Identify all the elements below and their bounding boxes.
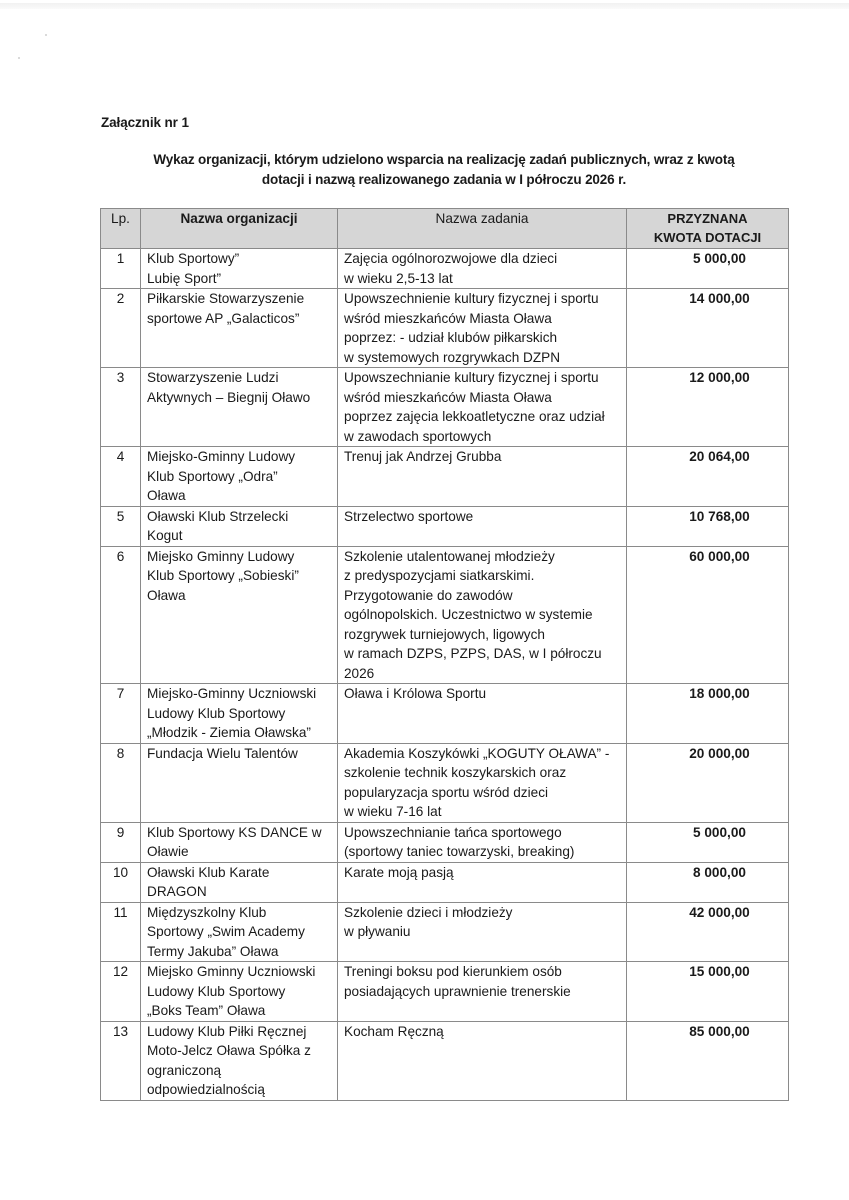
cell-amount: 20 064,00	[627, 447, 789, 507]
cell-lp: 13	[101, 1021, 141, 1100]
organization-line: Oława	[147, 587, 186, 603]
task-line: Zajęcia ogólnorozwojowe dla dzieci	[344, 251, 558, 266]
task-line: w wieku 2,5-13 lat	[344, 270, 453, 286]
organization-line: sportowe AP „Galacticos”	[147, 310, 300, 326]
organization-line: Piłkarskie Stowarzyszenie	[147, 291, 305, 306]
cell-task	[338, 546, 627, 684]
task-line: Upowszechnianie tańca sportowego	[344, 824, 562, 840]
table-row	[101, 289, 789, 368]
cell-amount: 14 000,00	[627, 289, 789, 368]
title-line: Wykaz organizacji, którym udzielono wsparcia na realizację zadań publicznych, wraz z kwotą	[153, 152, 735, 167]
organization-line: Ludowy Klub Piłki Ręcznej	[147, 1023, 307, 1039]
cell-task	[338, 902, 627, 962]
table-row	[101, 822, 789, 862]
cell-amount: 8 000,00	[627, 862, 789, 902]
task-line: Karate moją pasją	[344, 864, 454, 880]
cell-lp: 11	[101, 902, 141, 962]
organization-line: Oława	[147, 488, 186, 503]
cell-amount: 85 000,00	[627, 1021, 789, 1100]
cell-lp: 9	[101, 822, 141, 862]
task-line: wśród mieszkańców Miasta Oława	[344, 389, 552, 405]
cell-organization	[141, 546, 338, 684]
organization-line: Ludowy Klub Sportowy	[147, 705, 286, 721]
cell-amount: 18 000,00	[627, 684, 789, 744]
cell-organization	[141, 447, 338, 507]
cell-task	[338, 447, 627, 507]
header-organization: Nazwa organizacji	[141, 209, 338, 249]
cell-organization	[141, 1021, 338, 1100]
task-line: Przygotowanie do zawodów	[344, 587, 513, 603]
cell-amount: 60 000,00	[627, 546, 789, 684]
organization-line: Miejsko Gminny Ludowy	[147, 548, 295, 564]
organization-line: Klub Sportowy KS DANCE w	[147, 824, 322, 840]
organization-line: Międzyszkolny Klub	[147, 904, 267, 920]
task-line: popularyzacja sportu wśród dzieci	[344, 784, 549, 800]
task-line: poprzez: - udział klubów piłkarskich	[344, 330, 558, 345]
cell-organization	[141, 902, 338, 962]
task-line: Kocham Ręczną	[344, 1023, 444, 1039]
organization-line: Oławie	[147, 844, 189, 859]
table-body	[101, 249, 789, 1101]
cell-lp: 5	[101, 506, 141, 546]
cell-organization	[141, 822, 338, 862]
scan-speck	[45, 34, 47, 36]
cell-organization	[141, 743, 338, 822]
organization-line: Aktywnych – Biegnij Oławo	[147, 389, 311, 405]
organization-line: Ludowy Klub Sportowy	[147, 983, 286, 999]
task-line: rozgrywek turniejowych, ligowych	[344, 626, 545, 642]
organization-line: odpowiedzialnością	[147, 1082, 265, 1097]
table-header-row	[101, 209, 789, 249]
organization-line: Stowarzyszenie Ludzi	[147, 370, 279, 385]
cell-organization	[141, 862, 338, 902]
cell-task	[338, 249, 627, 289]
task-line: w wieku 7-16 lat	[344, 804, 442, 819]
organization-line: Oławski Klub Karate	[147, 864, 270, 880]
table-row	[101, 546, 789, 684]
task-line: w systemowych rozgrywkach DZPN	[344, 349, 561, 365]
scan-speck	[18, 57, 20, 59]
header-amount-line: KWOTA DOTACJI	[653, 229, 762, 245]
organization-line: Sportowy „Swim Academy	[147, 924, 305, 939]
task-line: 2026	[344, 665, 375, 681]
cell-organization	[141, 684, 338, 744]
cell-organization	[141, 962, 338, 1022]
task-line: poprzez zajęcia lekkoatletyczne oraz udział	[344, 409, 605, 424]
document-title	[100, 150, 788, 190]
cell-organization	[141, 249, 338, 289]
cell-organization	[141, 289, 338, 368]
cell-lp: 3	[101, 368, 141, 447]
table-row	[101, 506, 789, 546]
cell-amount: 15 000,00	[627, 962, 789, 1022]
header-amount	[627, 209, 789, 249]
organization-line: DRAGON	[147, 884, 207, 899]
task-line: w ramach DZPS, PZPS, DAS, w I półroczu	[344, 646, 602, 661]
cell-amount: 20 000,00	[627, 743, 789, 822]
table-row	[101, 962, 789, 1022]
organization-line: Moto-Jelcz Oława Spółka z	[147, 1043, 311, 1058]
table-row	[101, 743, 789, 822]
cell-task	[338, 862, 627, 902]
organization-line: Kogut	[147, 528, 183, 543]
cell-task	[338, 368, 627, 447]
title-line: dotacji i nazwą realizowanego zadania w I półroczu 2026 r.	[261, 172, 627, 187]
cell-task	[338, 289, 627, 368]
task-line: ogólnopolskich. Uczestnictwo w systemie	[344, 607, 593, 622]
annex-label: Załącznik nr 1	[101, 115, 189, 130]
cell-lp: 6	[101, 546, 141, 684]
cell-lp: 10	[101, 862, 141, 902]
organization-line: ograniczoną	[147, 1062, 222, 1078]
task-line: Oława i Królowa Sportu	[344, 686, 487, 701]
organization-line: „Młodzik - Ziemia Oławska”	[147, 725, 311, 740]
cell-amount: 5 000,00	[627, 822, 789, 862]
task-line: Akademia Koszykówki „KOGUTY OŁAWA” -	[344, 745, 610, 761]
table-row	[101, 447, 789, 507]
table-row	[101, 684, 789, 744]
organization-line: „Boks Team” Oława	[147, 1003, 266, 1018]
organization-line: Termy Jakuba” Oława	[147, 943, 279, 959]
cell-task	[338, 743, 627, 822]
task-line: Szkolenie dzieci i młodzieży	[344, 904, 513, 920]
organization-line: Miejsko Gminny Uczniowski	[147, 964, 316, 979]
organization-line: Miejsko-Gminny Uczniowski	[147, 686, 317, 701]
organization-line: Lubię Sport”	[147, 270, 222, 286]
task-line: posiadających uprawnienie trenerskie	[344, 983, 571, 999]
task-line: Upowszechnienie kultury fizycznej i sportu	[344, 291, 599, 306]
task-line: w zawodach sportowych	[344, 428, 492, 444]
grants-table	[100, 208, 789, 1101]
table-row	[101, 368, 789, 447]
cell-amount: 5 000,00	[627, 249, 789, 289]
organization-line: Klub Sportowy „Sobieski”	[147, 568, 299, 583]
cell-lp: 7	[101, 684, 141, 744]
cell-organization	[141, 506, 338, 546]
cell-amount: 10 768,00	[627, 506, 789, 546]
task-line: Trenuj jak Andrzej Grubba	[344, 449, 502, 464]
cell-task	[338, 822, 627, 862]
cell-lp: 1	[101, 249, 141, 289]
table-row	[101, 862, 789, 902]
organization-line: Klub Sportowy „Odra”	[147, 468, 278, 484]
header-amount-line: PRZYZNANA	[667, 211, 748, 226]
cell-task	[338, 684, 627, 744]
task-line: w pływaniu	[344, 924, 411, 939]
organization-line: Fundacja Wielu Talentów	[147, 745, 298, 761]
cell-amount: 42 000,00	[627, 902, 789, 962]
task-line: szkolenie technik koszykarskich oraz	[344, 765, 567, 780]
cell-task	[338, 506, 627, 546]
task-line: Strzelectwo sportowe	[344, 508, 474, 524]
task-line: Szkolenie utalentowanej młodzieży	[344, 548, 555, 564]
table-row	[101, 249, 789, 289]
task-line: (sportowy taniec towarzyski, breaking)	[344, 844, 575, 859]
organization-line: Oławski Klub Strzelecki	[147, 508, 289, 524]
cell-lp: 12	[101, 962, 141, 1022]
header-lp: Lp.	[101, 209, 141, 249]
task-line: Upowszechnianie kultury fizycznej i sportu	[344, 370, 599, 385]
task-line: Treningi boksu pod kierunkiem osób	[344, 964, 562, 979]
cell-organization	[141, 368, 338, 447]
cell-task	[338, 962, 627, 1022]
organization-line: Miejsko-Gminny Ludowy	[147, 449, 296, 464]
scan-edge	[0, 3, 849, 9]
table-row	[101, 902, 789, 962]
task-line: wśród mieszkańców Miasta Oława	[344, 310, 552, 326]
header-task: Nazwa zadania	[338, 209, 627, 249]
cell-amount: 12 000,00	[627, 368, 789, 447]
task-line: z predyspozycjami siatkarskimi.	[344, 568, 535, 583]
cell-lp: 2	[101, 289, 141, 368]
cell-lp: 4	[101, 447, 141, 507]
cell-lp: 8	[101, 743, 141, 822]
organization-line: Klub Sportowy”	[147, 251, 240, 266]
cell-task	[338, 1021, 627, 1100]
table-row	[101, 1021, 789, 1100]
